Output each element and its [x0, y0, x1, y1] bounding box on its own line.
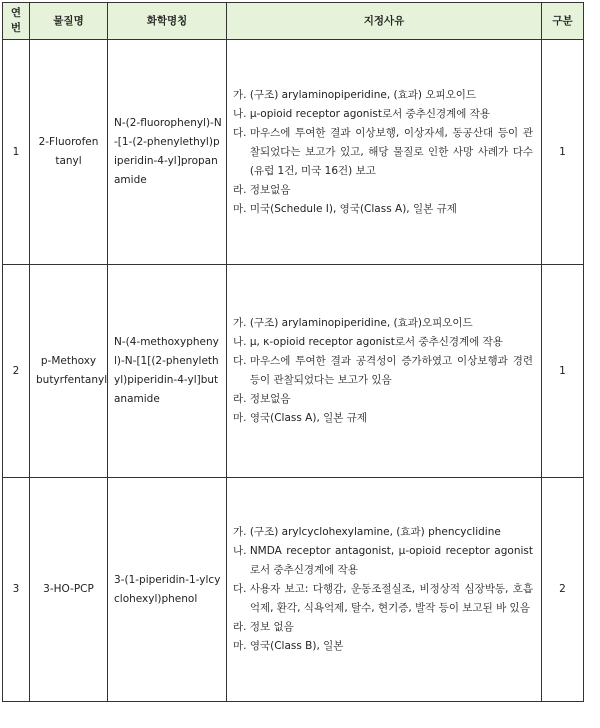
reason-item — [233, 352, 533, 390]
chemical-name: N-(2-fluorophenyl)-N-[1-(2-phenylethyl)piperidin-4-yl]propanamide — [108, 40, 227, 265]
reason-text: 영국(Class A), 일본 규제 — [249, 412, 368, 424]
chemical-name: 3-(1-piperidin-1-ylcyclohexyl)phenol — [108, 478, 227, 702]
reason-marker: 가. — [233, 317, 250, 329]
reason-item — [233, 390, 533, 409]
reason-item — [233, 409, 533, 428]
reason-text: (구조) arylcyclohexylamine, (효과) phencyclidine — [249, 526, 501, 538]
reason-marker: 라. — [233, 183, 250, 196]
reason-text: 영국(Class B), 일본 — [249, 640, 344, 652]
reason-item — [233, 637, 533, 656]
reason-marker: 마. — [233, 640, 250, 652]
table-header-row — [3, 3, 584, 40]
reason-marker: 라. — [233, 393, 250, 405]
category: 1 — [542, 265, 584, 478]
reason-item — [233, 105, 533, 124]
reason-text: 사용자 보고: 다행감, 운동조절실조, 비정상적 심장박동, 호흡억제, 환각, 식욕억제, 탈수, 현기증, 발작 등이 보고된 바 있음 — [249, 583, 533, 614]
reason-item — [233, 200, 533, 219]
header-serial-number: 연 번 — [3, 3, 30, 40]
substance-name: 3-HO-PCP — [30, 478, 108, 702]
designation-reason — [227, 478, 542, 702]
table-row — [3, 40, 584, 265]
reason-marker: 나. — [233, 107, 250, 120]
serial-number: 1 — [3, 40, 30, 265]
reason-marker: 나. — [233, 545, 250, 557]
reason-marker: 다. — [233, 583, 250, 595]
chemical-name: N-(4-methoxyphenyl)-N-[1[(2-phenylethyl)piperidin-4-yl]butanamide — [108, 265, 227, 478]
substance-designation-table — [2, 2, 584, 702]
reason-marker: 가. — [233, 88, 250, 101]
reason-text: 정보없음 — [249, 183, 291, 196]
reason-text: (구조) arylaminopiperidine, (효과)오피오이드 — [249, 317, 473, 329]
category: 2 — [542, 478, 584, 702]
reason-text: μ-opioid receptor agonist로서 중추신경계에 작용 — [249, 107, 491, 120]
reason-text: 마우스에 투여한 결과 이상보행, 이상자세, 동공산대 등이 관찰되었다는 보고가 있고, 해당 물질로 인한 사망 사례가 다수(유럽 1건, 미국 16건) 보고 — [249, 126, 533, 177]
reason-text: 정보없음 — [249, 393, 291, 405]
reason-marker: 나. — [233, 336, 250, 348]
reason-item — [233, 314, 533, 333]
reason-item — [233, 618, 533, 637]
header-substance-name: 물질명 — [30, 3, 108, 40]
reason-item — [233, 580, 533, 618]
reason-marker: 마. — [233, 412, 250, 424]
table-row — [3, 265, 584, 478]
reason-text: μ, κ-opioid receptor agonist로서 중추신경계에 작용 — [249, 336, 503, 348]
serial-number: 2 — [3, 265, 30, 478]
reason-text: 마우스에 투여한 결과 공격성이 증가하였고 이상보행과 경련 등이 관찰되었다는 보고가 있음 — [249, 355, 533, 386]
designation-reason — [227, 40, 542, 265]
reason-item — [233, 181, 533, 200]
designation-reason — [227, 265, 542, 478]
reason-text: 정보 없음 — [249, 621, 294, 633]
header-designation-reason: 지정사유 — [227, 3, 542, 40]
header-category: 구분 — [542, 3, 584, 40]
category: 1 — [542, 40, 584, 265]
reason-item — [233, 542, 533, 580]
reason-text: NMDA receptor antagonist, μ-opioid receptor agonist로서 중추신경계에 작용 — [249, 545, 533, 576]
reason-marker: 가. — [233, 526, 250, 538]
reason-item — [233, 124, 533, 181]
reason-marker: 다. — [233, 126, 250, 139]
substance-name: p-Methoxy butyrfentanyl — [30, 265, 108, 478]
reason-marker: 다. — [233, 355, 250, 367]
reason-marker: 마. — [233, 202, 250, 215]
reason-text: 미국(Schedule I), 영국(Class A), 일본 규제 — [249, 202, 457, 215]
reason-item — [233, 86, 533, 105]
reason-marker: 라. — [233, 621, 250, 633]
reason-item — [233, 523, 533, 542]
header-chemical-name: 화학명칭 — [108, 3, 227, 40]
serial-number: 3 — [3, 478, 30, 702]
table-row — [3, 478, 584, 702]
substance-name: 2-Fluorofen tanyl — [30, 40, 108, 265]
reason-text: (구조) arylaminopiperidine, (효과) 오피오이드 — [249, 88, 477, 101]
reason-item — [233, 333, 533, 352]
